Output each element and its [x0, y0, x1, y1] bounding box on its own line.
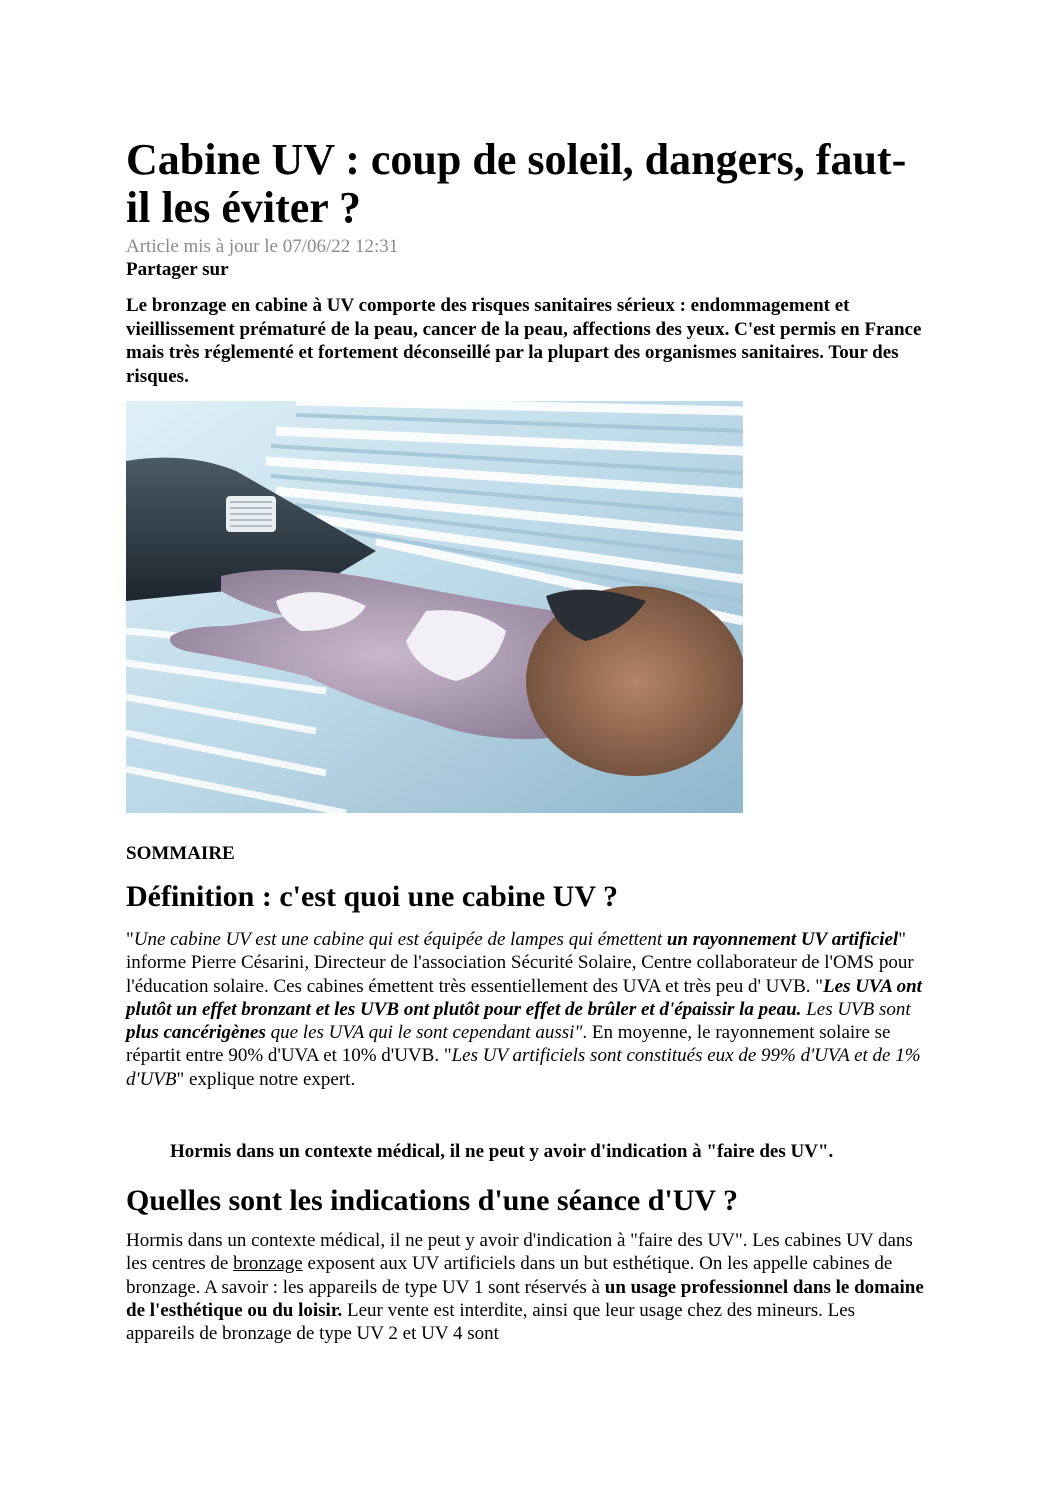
quote-italic: que les UVA qui le sont cependant aussi"	[265, 1022, 583, 1044]
text-run: . En moyenne, le rayonnement solaire se répartit entre 90% d'UVA et 10% d'UVB. "	[126, 1022, 891, 1067]
text-run: exposent aux UV artificiels dans un but esthétique. On les appelle cabines de bronzage. A savoir : les appareils de type UV 1 sont réservés à	[126, 1253, 893, 1298]
text-run: " explique notre expert.	[176, 1068, 356, 1090]
summary-label[interactable]: SOMMAIRE	[126, 843, 235, 864]
section-heading-indications: Quelles sont les indications d'une séance d'UV ?	[126, 1184, 739, 1217]
share-label[interactable]: Partager sur	[126, 259, 229, 280]
tanning-bed-photo	[126, 401, 743, 813]
quote-italic: Une cabine UV est une cabine qui est équipée de lampes qui émettent	[133, 929, 667, 950]
section-heading-definition: Définition : c'est quoi une cabine UV ?	[126, 880, 618, 913]
pull-quote: Hormis dans un contexte médical, il ne peut y avoir d'indication à "faire des UV".	[170, 1141, 834, 1162]
quote-emphasis: un rayonnement UV artificiel	[666, 929, 899, 950]
text-run: Hormis dans un contexte médical, il ne peut y avoir d'indication à "faire des UV". Les cabines UV dans les centres de	[126, 1230, 913, 1275]
section-definition-text	[126, 928, 926, 1091]
text-run: Leur vente est interdite, ainsi que leur usage chez des mineurs. Les appareils de bronzage de type UV 2 et UV 4 sont	[126, 1299, 856, 1345]
emphasis: un usage professionnel dans le domaine de l'esthétique ou du loisir.	[126, 1276, 924, 1321]
quote-italic: Les UV artificiels sont constitués eux de 99% d'UVA et de 1% d'UVB	[126, 1045, 921, 1090]
bronzage-link[interactable]: bronzage	[233, 1253, 303, 1275]
quote-emphasis: Les UVA ont plutôt un effet bronzant et les UVB ont plutôt pour effet de brûler et d'épaissir la peau.	[126, 975, 922, 1020]
quote-italic: Les UVB sont	[801, 998, 911, 1020]
section-indications-text	[126, 1229, 926, 1345]
quote-emphasis: plus cancérigènes	[126, 1022, 266, 1044]
article-title: Cabine UV : coup de soleil, dangers, faut-il les éviter ?	[126, 135, 907, 232]
article-lead: Le bronzage en cabine à UV comporte des risques sanitaires sérieux : endommagement et vieillissement prématuré de la peau, cancer de la peau, affections des yeux. C'est permis en France mais très réglementé et fortement déconseillé par la plupart des organismes sanitaires. Tour des risques.	[126, 295, 922, 387]
update-date: Article mis à jour le 07/06/22 12:31	[126, 236, 399, 257]
text-run: "	[126, 929, 134, 950]
text-run: " informe Pierre Césarini, Directeur de l'association Sécurité Solaire, Centre collaborateur de l'OMS pour l'éducation solaire. Ces cabines émettent très essentiellement des UVA et très peu d' UVB. "	[126, 929, 914, 997]
